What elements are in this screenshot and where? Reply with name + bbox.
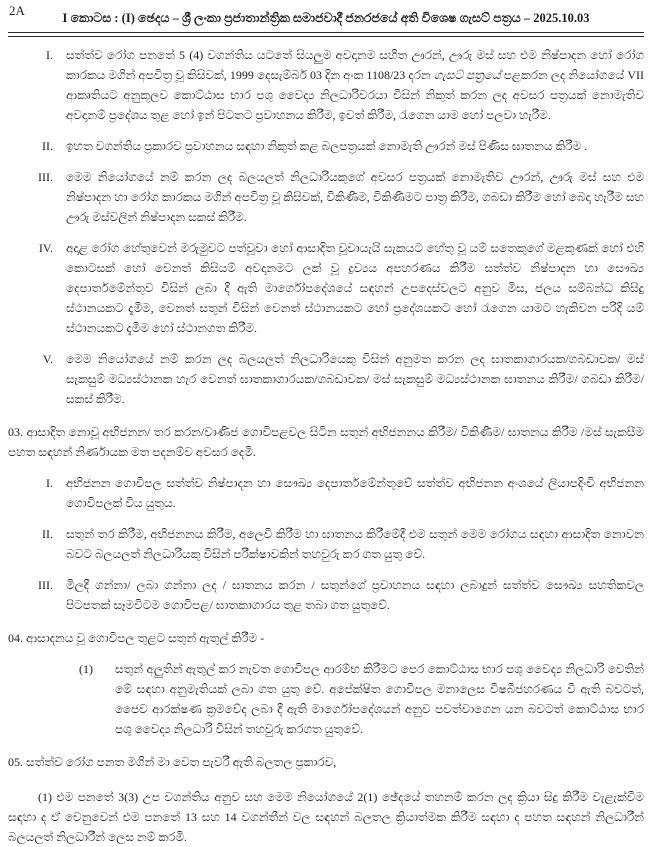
page-number: 2A [9,3,25,18]
item-text: මෙම නියෝගයේ නම් කරන ලද බලයලත් නිලධාරියකුගේ අවසර පත්‍රයක් නොමැතිව ඌරන්, ඌරු මස් සහ එම නිෂ්පාදන හා රෝග කාරකය මගින් අපවිත්‍ර වූ කිසිවක්, විකිණීම, විකිණීමට පාත්‍ර කිරීම, ගබඩා කිරීම හෝ බෙදා හැරීම සහ ඌරු මස්වලින් නිෂ්පාදන සකස් කිරීම. [66,170,644,224]
item-text: සතුන් අලුතින් ඇතුල් කර නැවත ගොවිපල ආරම්භ කිරීමට පෙර කොට්ඨාස භාර පශු වෛද්‍ය නිලධාරි වෙතින් මේ සඳහා අනුමැතියක් ලබා ගත යුතු වේ. අපේක්ෂිත ගොවිපල මනාලෙස විෂබීජහරණය වී ඇති බවටත්, ජෛව ආරක්ෂණ ක්‍රමවේද ලබා දී ඇති මාර්ගෝපදේශයන් අනුව පවත්වාගෙන යන බවටත් කොට්ඨාස භාර පශු වෛද්‍ය නිලධාරි විසින් තහවුරු කරගත යුතුවේ. [115,662,644,736]
item-text: මිලදී ගන්නා/ ලබා ගන්නා ලද / ඝාතනය කරන / සතුන්ගේ ප්‍රවාහනය සඳහා ලබාදුන් සත්ත්ව සෞඛ්‍ය සහතිකවල පිටපතක් සෑමවිටම ගොවිපළ/ ඝාතකාගාරය තුළ තබා ගත යුතුවේ. [66,578,644,612]
section-05-paragraph-1 [8,787,644,847]
item-text [66,45,644,125]
item-text: අදාළ රෝග හේතුවෙන් මරුමුවට පත්වූවා හෝ ආසාදිත වූවායැයි සැකයට හේතු වූ යම් සතෙකුගේ මළකුණක් හෝ එහි කොටසක් හෝ වෙනත් කිසියම් අවදානමට ලක් වූ ද්‍රව්‍යය අපහරණය කිරීම සත්ත්ව නිෂ්පාදන හා සෞඛ්‍ය දෙපාර්තමේන්තුව විසින් ලබා දී ඇති මාර්ගෝපදේශයේ සඳහන් උපදෙස්වලට අනුව මිස, ජලය සම්බන්ධ කිසිදු ස්ථානයකට දැමීම, වෙනත් සතුන් විසින් වෙනත් ස්ථානයකට හෝ ප්‍රදේශයකට හෝ රැගෙන යාමට හැකිවන පරිදි යම් ස්ථානයකට දැමීම හෝ ස්ථානගත කිරීම. [66,241,644,335]
section-number: 05. [8,755,23,769]
section-intro-text: ආසාදිත නොවූ අභිජනන/ තර කරන/වාණිජ ගොවිපළවල සිටින සතුන් අභිජනනය කිරීම/ විකිණීම/ ඝාතනය කිරීම /මස් සැකසීම පහත සඳහන් නිර්ණායක මත පදනම්ව අවසර දෙමි. [8,425,644,459]
paragraph-text: එම පනතේ 3(3) උප වගන්තිය අනුව සහ මෙම නියෝගයේ 2(1) ඡේදයේ තහනම් කරන ලද ක්‍රියා සිදු කිරීම වැළැක්වීම සඳහා ද ඒ වෙනුවෙන් එම පනතේ 13 සහ 14 වගන්තීන් වල සඳහන් බලතල ක්‍රියාත්මක කිරීම සඳහා ද පහත සඳහන් නිලධාරීන් බලයලත් නිලධාරීන් ලෙස නම් කරමි. [8,790,645,844]
item-text-part: පළකරන ලද නියෝගයේ VII ආකෘතියට අනුකූලව කොට්ඨාස භාර පශු වෛද්‍ය නිලධාරිවරයා විසින් නිකුත් කරන ලද අවසර පත්‍රයක් නොමැතිව අවදානම් ප්‍රදේශය තුළ හෝ ඉන් පිටතට ප්‍රවාහනය කිරීම, ඉවත් කිරීම, රැගෙන යාම හෝ පලවා හැරීම. [66,68,644,122]
item-numeral: II. [42,139,53,153]
item-numeral: (1) [79,662,93,676]
section-05-intro [8,752,644,772]
item-text-part: සත්ත්ව රෝග පනතේ 5 (4) වගන්තිය යටතේ සියලුම අවදානම සහිත ඌරන්, ඌරු මස් සහ එම නිෂ්පාදන හෝ රෝග කාරකය මගින් අපවිත්‍ර වූ කිසිවක්, 1999 දෙසැම්බර් 03 දින අංක 1108/23 දරන [66,48,644,82]
item-numeral: II. [42,527,53,541]
section-04-intro [8,628,644,648]
section-03-item-1 [8,473,644,513]
section-intro-text: සත්ත්ව රෝග පනත මගින් මා වෙත පැවරී ඇති බලතල ප්‍රකාරව, [26,755,337,769]
item-text: මෙම නියෝගයේ නම් කරන ලද බලයලත් නිලධාරියෙකු විසින් අනුමත කරන ලද ඝාතකාගාරයක/ගබඩාවක/ මස් සැකසුම් මධ්‍යස්ථානක හැර වෙනත් ඝාතකාගාරයක/ගබඩාවක/ මස් සැකසුම් මධ්‍යස්ථානක ඝාතනය කිරීම/ ගබඩා කිරීම/ සකස් කිරීම. [66,352,644,406]
item-numeral: I. [46,476,53,490]
section-04-sublist [75,659,644,739]
gazette-header-title: I කොටස : (I) ඡෙදය – ශ්‍රී ලංකා ප්‍රජාතාන්ත්‍රික සමාජවාදී ජනරජයේ අති විශෙෂ ගැසට් පත්‍රය – 2025.10.03 [62,11,590,25]
section-03-intro [8,422,644,462]
item-text: ඉහත වගන්තිය ප්‍රකාරව ප්‍රවාහනය සඳහා නිකුත් කළ බලපත්‍රයක් නොමැති ඌරන් මස් පිණිස ඝාතනය කිරීම . [66,139,588,153]
item-numeral: I. [46,48,53,62]
section-03-item-3 [8,575,644,615]
section-04-item-1 [75,659,644,739]
prohibition-item-3 [8,167,644,227]
gazette-body [8,37,644,847]
item-numeral: III. [38,170,53,184]
gazette-reference-italic: ගැසට් පත්‍රයේ [433,68,501,82]
section-number: 03. [8,425,23,439]
prohibition-item-5 [8,349,644,409]
item-numeral: IV. [38,241,53,255]
item-text: සතුන් තර කිරීම, අභිජනනය කිරීම, අලෙවි කිරීම හා ඝාතනය කිරීමේදී එම සතුන් මෙම රෝගය සඳහා ආසාදිත නොවන බවට බලයලත් නිලධාරියකු විසින් පරීක්ෂාවකින් තහවුරු කර ගත යුතු වේ. [66,527,644,561]
item-text: අභිජනන ගොවිපල සත්ත්ව නිෂ්පාදන හා සෞඛ්‍ය දෙපාර්තමේන්තුවේ සත්ත්ව අභිජනන අංශයේ ලියාපදිංචි අභිජනන ගොවිපලක් විය යුතුය. [66,476,644,510]
section-03-item-2 [8,524,644,564]
item-numeral: V. [42,352,53,366]
section-number: 04. [8,631,23,645]
prohibition-item-4 [8,238,644,338]
section-intro-text: ආසාදනය වූ ගොවිපල තුළට සතුන් ඇතුල් කිරීම - [26,631,265,645]
paragraph-numeral: (1) [38,790,52,804]
item-numeral: III. [38,578,53,592]
prohibition-item-2 [8,136,644,156]
prohibition-item-1 [8,45,644,125]
